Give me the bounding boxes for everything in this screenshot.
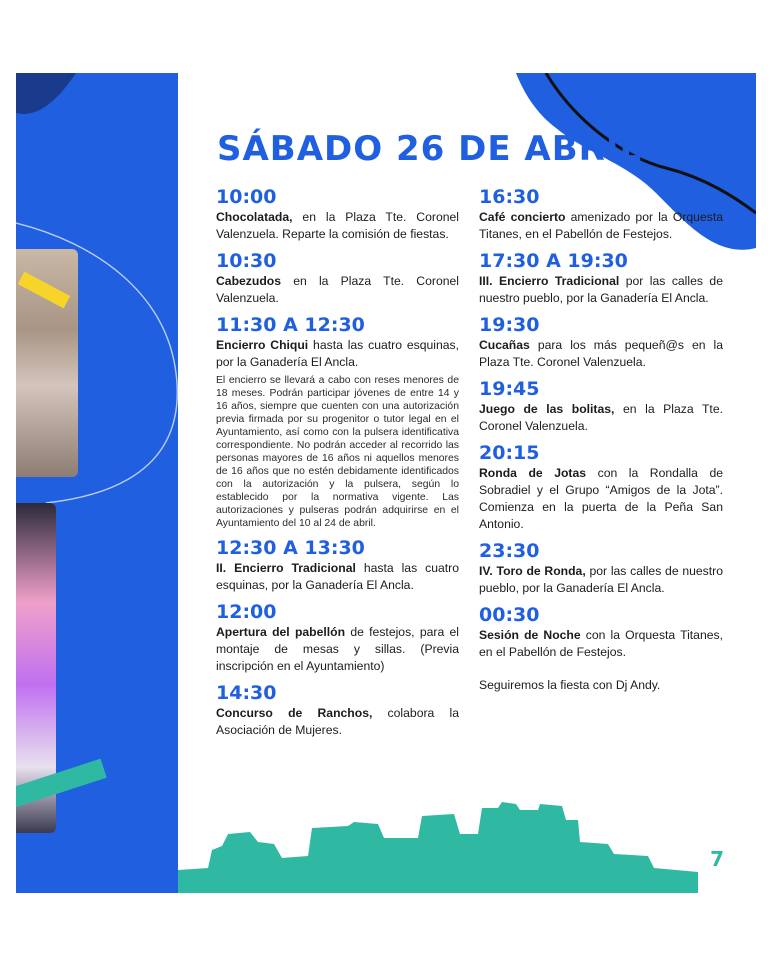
event-description: Concurso de Ranchos, colabora la Asociación de Mujeres. [216, 706, 459, 737]
event-time: 20:15 [479, 442, 540, 464]
schedule-right-column [479, 185, 723, 694]
event-description: Ronda de Jotas con la Rondalla de Sobradiel y el Grupo “Amigos de la Jota”. Comienza en la puerta de la Peña San Antonio. [479, 466, 724, 531]
event-item [216, 249, 459, 307]
schedule-left-column [216, 185, 459, 745]
event-time: 19:45 [479, 378, 540, 400]
event-time: 11:30 A 12:30 [216, 314, 365, 336]
event-description: Apertura del pabellón de festejos, para el montaje de mesas y sillas. (Previa inscripción en el Ayuntamiento) [216, 625, 459, 673]
page-title: SÁBADO 26 DE ABRIL [217, 129, 643, 169]
event-item [216, 313, 459, 530]
event-item [479, 603, 723, 661]
event-description: Juego de las bolitas, en la Plaza Tte. Coronel Valenzuela. [479, 402, 723, 433]
event-item [479, 185, 723, 243]
event-time: 19:30 [479, 314, 540, 336]
event-description: Cabezudos en la Plaza Tte. Coronel Valenzuela. [216, 274, 459, 305]
event-item [479, 313, 723, 371]
event-description: Chocolatada, en la Plaza Tte. Coronel Valenzuela. Reparte la comisión de fiestas. [216, 210, 459, 241]
event-time: 12:30 A 13:30 [216, 537, 365, 559]
event-description: IV. Toro de Ronda, por las calles de nuestro pueblo, por la Ganadería El Ancla. [479, 564, 723, 595]
page-number: 7 [710, 847, 724, 871]
event-item [479, 539, 723, 597]
event-time: 16:30 [479, 186, 540, 208]
event-description: III. Encierro Tradicional por las calles de nuestro pueblo, por la Ganadería El Ancla. [479, 274, 723, 305]
program-page [16, 73, 756, 893]
event-note: El encierro se llevará a cabo con reses menores de 18 meses. Podrán participar jóvenes de entre 14 y 16 años, siempre que cuenten con una autorización previa firmada por su progenitor o tutor legal en el Ayuntamiento, así como con la pulsera identificativa correspondiente. No podrán acceder al recorrido las personas mayores de 16 años ni aquellos menores de 16 años que no estén debidamente identificados con la autorización y la pulsera, según lo establecido por la normativa vigente. Las autorizaciones y pulseras podrán adquirirse en el Ayuntamiento del 10 al 24 de abril. [216, 375, 459, 529]
event-time: 17:30 A 19:30 [479, 250, 628, 272]
event-item [216, 600, 459, 675]
event-description: Sesión de Noche con la Orquesta Titanes, en el Pabellón de Festejos. [479, 628, 723, 659]
event-time: 12:00 [216, 601, 277, 623]
event-item [479, 249, 723, 307]
event-time: 23:30 [479, 540, 540, 562]
event-description: Encierro Chiqui hasta las cuatro esquinas, por la Ganadería El Ancla. [216, 338, 459, 369]
event-time: 10:00 [216, 186, 277, 208]
event-item [479, 441, 723, 533]
event-time: 10:30 [216, 250, 277, 272]
event-item [216, 185, 459, 243]
event-description: Café concierto amenizado por la Orquesta Titanes, en el Pabellón de Festejos. [479, 210, 723, 241]
event-item [216, 681, 459, 739]
event-item [479, 377, 723, 435]
left-decorative-panel [16, 73, 178, 893]
village-skyline-silhouette [178, 798, 698, 893]
event-item [216, 536, 459, 594]
event-time: 00:30 [479, 604, 540, 626]
event-description: II. Encierro Tradicional hasta las cuatro esquinas, por la Ganadería El Ancla. [216, 561, 459, 592]
closing-note: Seguiremos la fiesta con Dj Andy. [479, 678, 661, 692]
event-description: Cucañas para los más pequeñ@s en la Plaza Tte. Coronel Valenzuela. [479, 338, 723, 369]
event-time: 14:30 [216, 682, 277, 704]
